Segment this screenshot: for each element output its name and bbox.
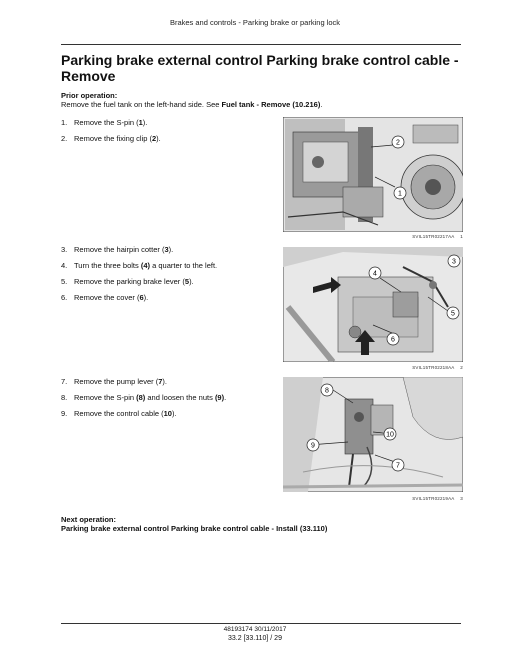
prior-operation-text: Remove the fuel tank on the left-hand side. See Fuel tank - Remove (10.216). bbox=[61, 100, 323, 109]
step-item: 3. Remove the hairpin cotter (3). bbox=[61, 245, 174, 254]
figure-2-callout-3 bbox=[448, 255, 460, 267]
svg-text:10: 10 bbox=[386, 431, 394, 439]
footer-page-number: 33.2 [33.110] / 29 bbox=[228, 635, 282, 642]
steps-group-3 bbox=[61, 377, 226, 425]
figure-3-caption: SVIL15TR02219AA 3 bbox=[412, 496, 463, 501]
step-item: 6. Remove the cover (6). bbox=[61, 293, 149, 302]
svg-text:9: 9 bbox=[311, 442, 315, 450]
figure-3-callout-8 bbox=[321, 384, 333, 396]
figure-1-callout-1 bbox=[394, 187, 406, 199]
steps-group-2 bbox=[61, 245, 217, 309]
header-rule bbox=[61, 44, 461, 45]
step-item: 2. Remove the fixing clip (2). bbox=[61, 134, 161, 143]
figure-2-callout-5 bbox=[447, 307, 459, 319]
figure-3-callout-10 bbox=[384, 428, 396, 440]
step-item: 1. Remove the S-pin (1). bbox=[61, 118, 148, 127]
svg-text:1: 1 bbox=[398, 190, 402, 198]
figure-2-callout-4 bbox=[369, 267, 381, 279]
svg-text:4: 4 bbox=[373, 270, 377, 278]
svg-text:5: 5 bbox=[451, 310, 455, 318]
svg-text:8: 8 bbox=[325, 387, 329, 395]
figure-2-callout-6 bbox=[387, 333, 399, 345]
page-title: Parking brake external control Parking brake control cable - Remove bbox=[61, 52, 459, 84]
step-item: 7. Remove the pump lever (7). bbox=[61, 377, 167, 386]
footer-doc-id: 48193174 30/11/2017 bbox=[223, 626, 287, 633]
svg-text:6: 6 bbox=[391, 336, 395, 344]
svg-text:7: 7 bbox=[396, 462, 400, 470]
running-header: Brakes and controls - Parking brake or parking lock bbox=[169, 18, 341, 27]
svg-text:2: 2 bbox=[396, 139, 400, 147]
step-item: 9. Remove the control cable (10). bbox=[61, 409, 177, 418]
svg-text:3: 3 bbox=[452, 258, 456, 266]
figure-2-caption: SVIL15TR02218AA 2 bbox=[412, 365, 463, 370]
figure-2-image bbox=[283, 247, 463, 362]
next-operation-link[interactable]: Parking brake external control Parking brake control cable - Install (33.110) bbox=[61, 524, 328, 533]
figure-1-image bbox=[283, 117, 463, 232]
step-item: 8. Remove the S-pin (8) and loosen the nuts (9). bbox=[61, 393, 227, 402]
figure-3-callout-7 bbox=[392, 459, 404, 471]
footer-rule bbox=[61, 623, 461, 624]
figure-3-image bbox=[283, 377, 463, 492]
step-item: 4. Turn the three bolts (4) a quarter to the left. bbox=[61, 261, 218, 270]
figure-3-callout-9 bbox=[307, 439, 319, 451]
prior-operation-label: Prior operation: bbox=[61, 91, 118, 100]
figure-1-caption: SVIL15TR02217AA 1 bbox=[412, 234, 463, 239]
figure-1-callout-2 bbox=[392, 136, 404, 148]
next-operation-label: Next operation: bbox=[61, 515, 117, 524]
prior-operation-link[interactable]: Fuel tank - Remove (10.216) bbox=[221, 100, 321, 109]
step-item: 5. Remove the parking brake lever (5). bbox=[61, 277, 194, 286]
steps-group-1 bbox=[61, 118, 161, 150]
